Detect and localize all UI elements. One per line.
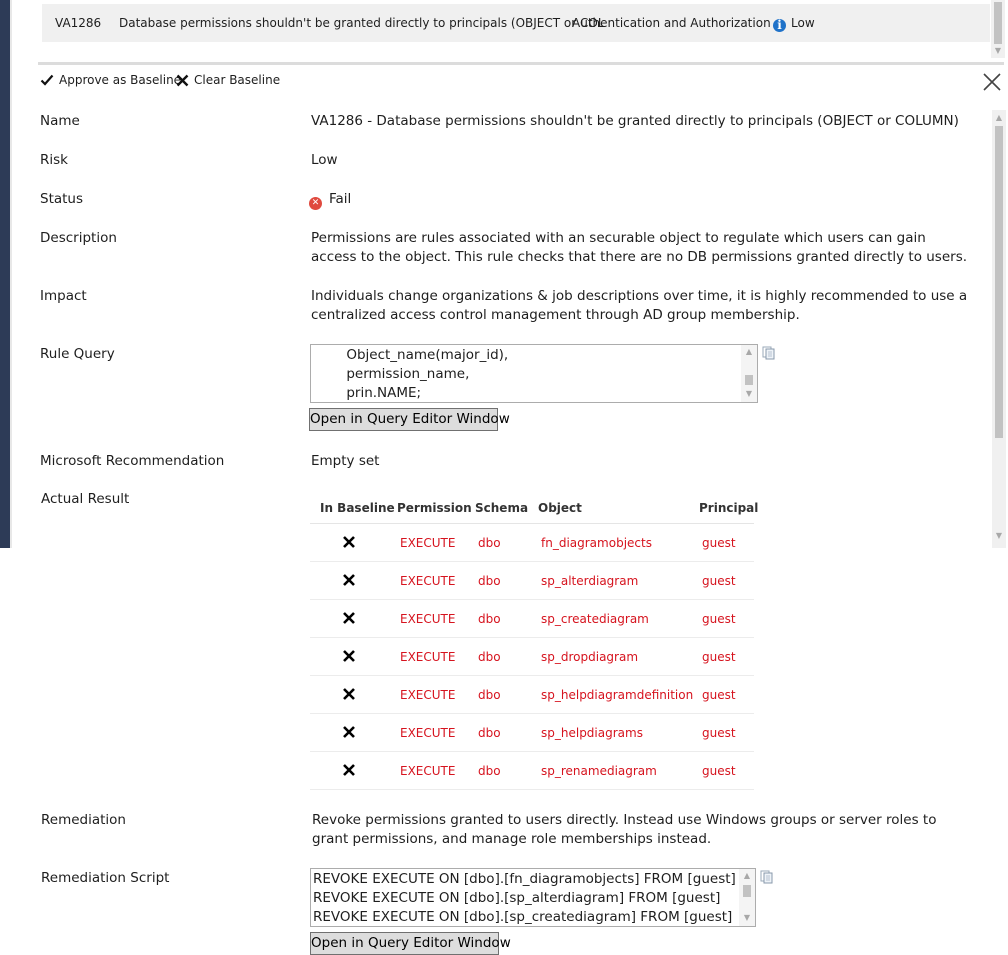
clear-baseline-button[interactable] (176, 73, 280, 87)
remediation-script-scrollbar-thumb[interactable] (743, 885, 751, 897)
not-in-baseline-x-icon (342, 611, 356, 625)
column-header-principal[interactable]: Principal (699, 501, 759, 515)
status-text: Fail (329, 191, 352, 207)
column-header-permission[interactable]: Permission (397, 501, 472, 515)
schema-cell: dbo (478, 612, 501, 626)
principal-cell: guest (702, 536, 736, 550)
risk-value: Low (311, 152, 338, 168)
not-in-baseline-x-icon (342, 649, 356, 663)
selected-rule-row[interactable] (42, 4, 990, 42)
permission-cell: EXECUTE (400, 536, 456, 550)
impact-label: Impact (40, 288, 87, 304)
schema-cell: dbo (478, 574, 501, 588)
schema-cell: dbo (478, 536, 501, 550)
not-in-baseline-x-icon (342, 763, 356, 777)
results-table-header (310, 496, 759, 524)
approve-baseline-button[interactable] (40, 73, 181, 87)
schema-cell: dbo (478, 726, 501, 740)
rule-query-line: prin.NAME; (312, 385, 422, 401)
remediation-script-line: REVOKE EXECUTE ON [dbo].[sp_creatediagram] FROM [guest] (313, 909, 733, 925)
table-row[interactable] (310, 714, 754, 752)
fail-icon: ✕ (309, 197, 322, 210)
remediation-script-label: Remediation Script (41, 870, 170, 886)
table-row[interactable] (310, 600, 754, 638)
rule-id: VA1286 (55, 16, 102, 30)
scroll-down-arrow-icon[interactable]: ▼ (743, 913, 751, 922)
checkmark-icon (40, 73, 54, 87)
risk-label: Risk (40, 152, 68, 168)
column-header-in-baseline[interactable]: In Baseline (320, 501, 395, 515)
scroll-down-arrow-icon[interactable]: ▼ (745, 389, 753, 398)
remediation-label: Remediation (41, 812, 126, 828)
scroll-up-arrow-icon[interactable]: ▲ (745, 347, 753, 356)
principal-cell: guest (702, 612, 736, 626)
object-cell: sp_renamediagram (541, 764, 657, 778)
status-label: Status (40, 191, 84, 207)
principal-cell: guest (702, 726, 736, 740)
object-cell: sp_creatediagram (541, 612, 649, 626)
impact-value: Individuals change organizations & job descriptions over time, it is highly recommended to use a centralized access control management through AD group membership. (311, 288, 968, 323)
principal-cell: guest (702, 688, 736, 702)
scroll-down-arrow-icon[interactable]: ▼ (995, 531, 1003, 540)
name-value: VA1286 - Database permissions shouldn't be granted directly to principals (OBJECT or COLUMN) (311, 113, 959, 129)
schema-cell: dbo (478, 688, 501, 702)
details-scrollbar-thumb[interactable] (995, 126, 1003, 438)
permission-cell: EXECUTE (400, 650, 456, 664)
table-row[interactable] (310, 752, 754, 790)
not-in-baseline-x-icon (342, 573, 356, 587)
column-header-object[interactable]: Object (538, 501, 582, 515)
description-label: Description (40, 230, 117, 246)
rule-query-line: Object_name(major_id), (312, 347, 509, 363)
principal-cell: guest (702, 764, 736, 778)
approve-baseline-label: Approve as Baseline (59, 73, 182, 87)
remediation-value: Revoke permissions granted to users directly. Instead use Windows groups or server roles to grant permissions, and manage role memberships instead. (312, 812, 937, 847)
details-scrollbar[interactable] (992, 110, 1006, 548)
actual-result-label: Actual Result (41, 491, 130, 507)
rule-category: Authentication and Authorization (572, 16, 771, 30)
x-icon (176, 74, 189, 87)
permission-cell: EXECUTE (400, 726, 456, 740)
column-header-schema[interactable]: Schema (475, 501, 529, 515)
remediation-script-line: REVOKE EXECUTE ON [dbo].[sp_alterdiagram] FROM [guest] (313, 890, 721, 906)
permission-cell: EXECUTE (400, 688, 456, 702)
schema-cell: dbo (478, 764, 501, 778)
rule-risk-label: Low (791, 16, 815, 30)
not-in-baseline-x-icon (342, 535, 356, 549)
object-cell: sp_alterdiagram (541, 574, 639, 588)
rule-title: Database permissions shouldn't be granted directly to principals (OBJECT or COL (119, 16, 605, 30)
scroll-up-arrow-icon[interactable]: ▲ (743, 871, 751, 880)
remediation-script-scrollbar[interactable] (739, 869, 755, 926)
remediation-script-line: REVOKE EXECUTE ON [dbo].[fn_diagramobjects] FROM [guest] (313, 871, 736, 887)
remediation-script-textbox[interactable] (310, 868, 756, 927)
principal-cell: guest (702, 574, 736, 588)
rule-query-scrollbar[interactable] (741, 345, 757, 402)
scroll-up-arrow-icon[interactable]: ▲ (995, 113, 1003, 122)
scroll-down-arrow-icon[interactable]: ▼ (994, 46, 1002, 55)
permission-cell: EXECUTE (400, 612, 456, 626)
not-in-baseline-x-icon (342, 687, 356, 701)
object-cell: sp_dropdiagram (541, 650, 639, 664)
schema-cell: dbo (478, 650, 501, 664)
splitter[interactable] (38, 62, 1004, 65)
principal-cell: guest (702, 650, 736, 664)
recommendation-value: Empty set (311, 453, 380, 469)
object-cell: sp_helpdiagrams (541, 726, 643, 740)
open-query-editor-button[interactable]: Open in Query Editor Window (309, 408, 498, 431)
clear-baseline-label: Clear Baseline (194, 73, 281, 87)
list-scrollbar-thumb[interactable] (994, 2, 1002, 44)
table-row[interactable] (310, 676, 754, 714)
copy-icon[interactable] (762, 346, 776, 360)
copy-icon[interactable] (760, 870, 774, 884)
window-border-highlight (10, 0, 12, 548)
close-icon[interactable] (982, 72, 1002, 92)
table-row[interactable] (310, 638, 754, 676)
rule-query-scrollbar-thumb[interactable] (745, 375, 753, 385)
rule-query-line: permission_name, (312, 366, 470, 382)
not-in-baseline-x-icon (342, 725, 356, 739)
permission-cell: EXECUTE (400, 574, 456, 588)
rule-query-textbox[interactable] (310, 344, 758, 403)
status-value (309, 190, 351, 210)
permission-cell: EXECUTE (400, 764, 456, 778)
table-row[interactable] (310, 524, 754, 562)
rule-query-label: Rule Query (40, 346, 115, 362)
object-cell: sp_helpdiagramdefinition (541, 688, 694, 702)
rule-risk (773, 16, 815, 32)
name-label: Name (40, 113, 80, 129)
list-scrollbar[interactable] (991, 0, 1005, 58)
open-query-editor-button[interactable]: Open in Query Editor Window (310, 932, 499, 955)
object-cell: fn_diagramobjects (541, 536, 652, 550)
info-icon: i (773, 19, 786, 32)
description-value: Permissions are rules associated with an securable object to regulate which users can gain access to the object. This rule checks that there are no DB permissions granted directly to users. (311, 230, 968, 265)
recommendation-label: Microsoft Recommendation (40, 453, 225, 469)
window-border (0, 0, 10, 548)
table-row[interactable] (310, 562, 754, 600)
